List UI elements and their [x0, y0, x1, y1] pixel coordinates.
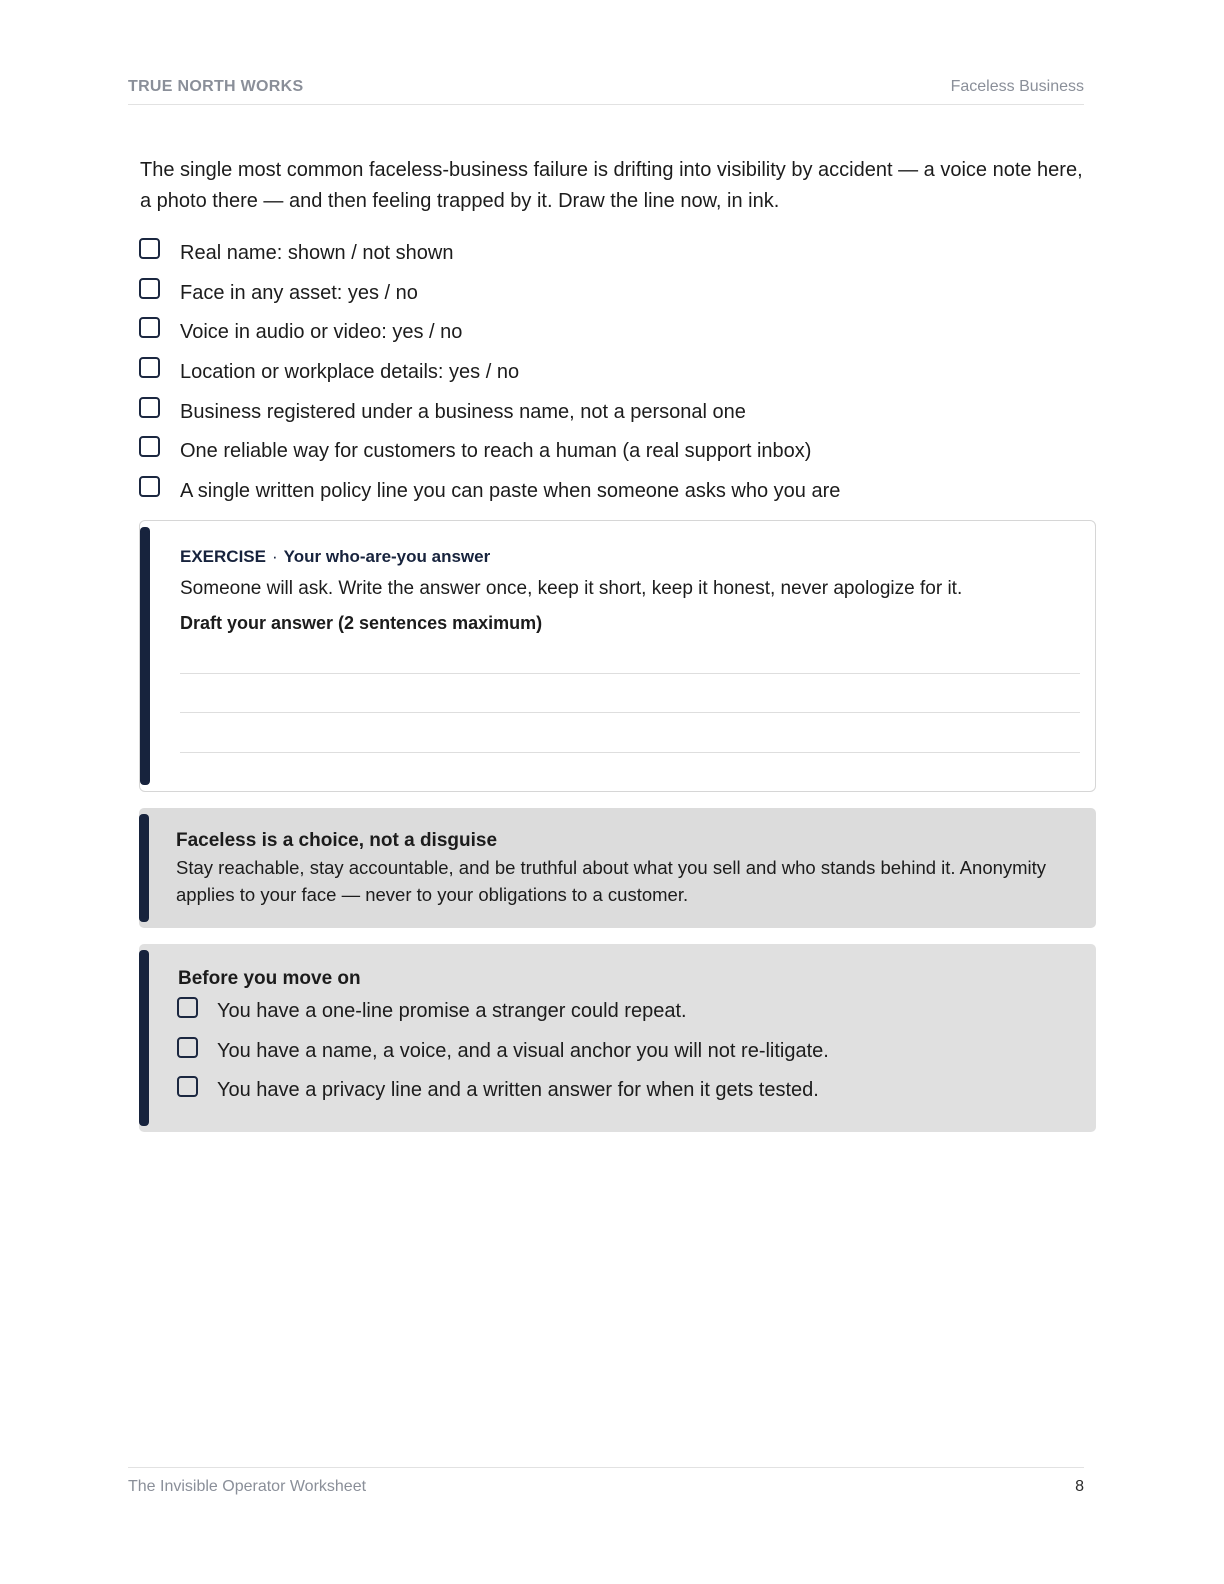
- exercise-prompt: Draft your answer (2 sentences maximum): [180, 613, 543, 633]
- accent-bar: [140, 527, 150, 785]
- checklist-item-label: Voice in audio or video: yes / no: [180, 321, 463, 344]
- intro-paragraph: The single most common faceless-business failure is drifting into visibility by accident — a voice note here, a photo there — and then feeling trapped by it. Draw the line now, in ink.: [140, 159, 1083, 212]
- checklist-item-label: Business registered under a business name, not a personal one: [180, 400, 746, 423]
- checklist-item: [139, 238, 1089, 278]
- page-number: 8: [1075, 1478, 1084, 1495]
- review-checklist: [177, 997, 1067, 1116]
- exercise-heading: [180, 546, 490, 568]
- separator-dot: ·: [271, 547, 278, 566]
- review-item: [177, 1037, 1067, 1077]
- checklist-item: [139, 476, 1089, 516]
- callout-title: Faceless is a choice, not a disguise: [176, 830, 498, 851]
- document-title: The Invisible Operator Worksheet: [128, 1478, 367, 1495]
- callout-body: Stay reachable, stay accountable, and be truthful about what you sell and who stands behind it. Anonymity applies to your face — never to your obligations to a customer.: [176, 857, 1047, 905]
- accent-bar: [139, 950, 149, 1126]
- review-item: [177, 1076, 1067, 1116]
- checkbox-icon[interactable]: [139, 357, 160, 378]
- checkbox-icon[interactable]: [177, 1076, 198, 1097]
- exercise-title: Your who-are-you answer: [283, 547, 491, 566]
- page-footer: [128, 1467, 1084, 1497]
- answer-line[interactable]: [180, 712, 1080, 713]
- review-title: Before you move on: [178, 968, 361, 989]
- callout-box: [139, 808, 1096, 928]
- checkbox-icon[interactable]: [177, 1037, 198, 1058]
- exercise-label: EXERCISE: [180, 547, 266, 566]
- review-item: [177, 997, 1067, 1037]
- checklist-item-label: A single written policy line you can paste when someone asks who you are: [180, 480, 841, 503]
- checkbox-icon[interactable]: [139, 436, 160, 457]
- exercise-box: [139, 520, 1096, 792]
- checklist-item: [139, 278, 1089, 318]
- checklist-item: [139, 397, 1089, 437]
- review-item-label: You have a name, a voice, and a visual anchor you will not re-litigate.: [217, 1039, 829, 1062]
- review-box: [139, 944, 1096, 1132]
- answer-line[interactable]: [180, 752, 1080, 753]
- checklist-item-label: Location or workplace details: yes / no: [180, 361, 520, 384]
- checklist-item-label: Real name: shown / not shown: [180, 242, 454, 264]
- exercise-description: Someone will ask. Write the answer once, keep it short, keep it honest, never apologize for it.: [180, 578, 963, 599]
- checklist-item: [139, 436, 1089, 476]
- accent-bar: [139, 814, 149, 922]
- checkbox-icon[interactable]: [139, 476, 160, 497]
- privacy-checklist: [139, 238, 1089, 516]
- checklist-item: [139, 317, 1089, 357]
- section-title: Faceless Business: [950, 78, 1084, 95]
- checklist-item-label: Face in any asset: yes / no: [180, 281, 418, 304]
- checkbox-icon[interactable]: [139, 397, 160, 418]
- review-item-label: You have a privacy line and a written answer for when it gets tested.: [217, 1079, 819, 1101]
- checklist-item: [139, 357, 1089, 397]
- checklist-item-label: One reliable way for customers to reach a human (a real support inbox): [180, 440, 812, 463]
- checkbox-icon[interactable]: [139, 317, 160, 338]
- brand-name: TRUE NORTH WORKS: [128, 78, 304, 95]
- checkbox-icon[interactable]: [177, 997, 198, 1018]
- page-header: [128, 76, 1084, 105]
- answer-line[interactable]: [180, 673, 1080, 674]
- review-item-label: You have a one-line promise a stranger could repeat.: [217, 1000, 687, 1022]
- checkbox-icon[interactable]: [139, 278, 160, 299]
- checkbox-icon[interactable]: [139, 238, 160, 259]
